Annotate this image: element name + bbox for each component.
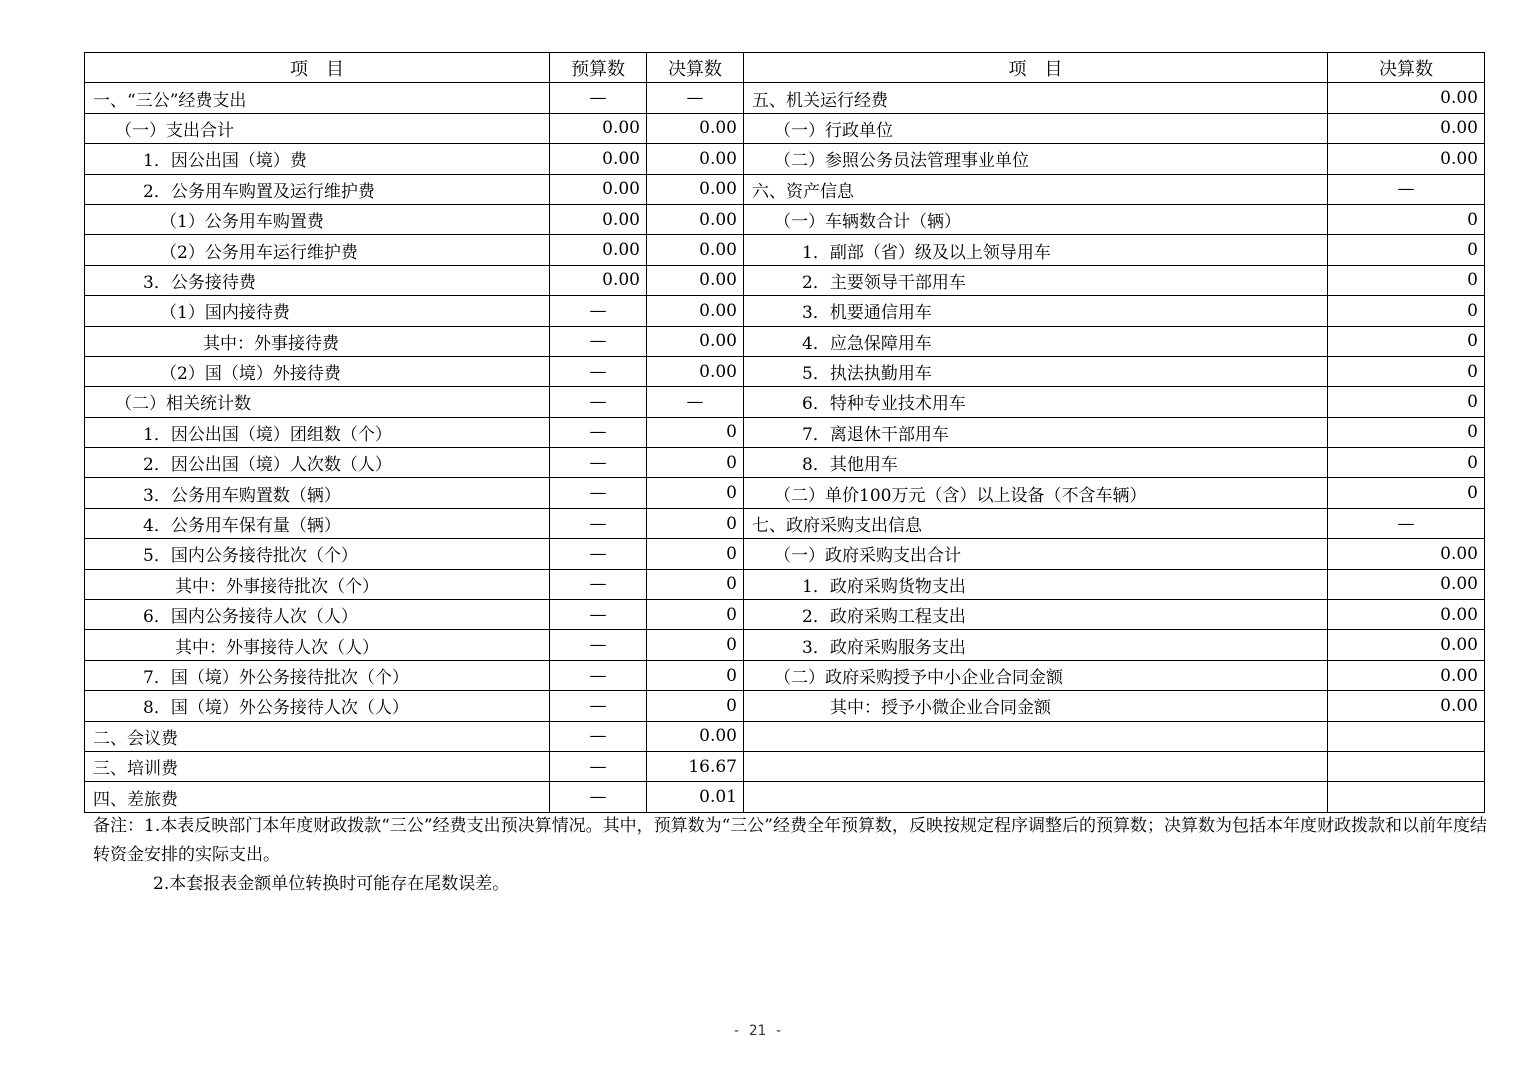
left-budget-value: —: [550, 387, 647, 417]
right-final-value: [1328, 721, 1485, 751]
right-final-value: 0.00: [1328, 539, 1485, 569]
left-budget-value: —: [550, 751, 647, 781]
table-row: [85, 751, 1485, 781]
left-final-value: 0.00: [647, 356, 744, 386]
left-budget-value: —: [550, 448, 647, 478]
table-row: [85, 448, 1485, 478]
right-final-value: 0: [1328, 387, 1485, 417]
left-budget-value: —: [550, 630, 647, 660]
left-item-label: 一、“三公”经费支出: [85, 83, 550, 113]
left-item-label: 其中：外事接待批次（个）: [85, 569, 550, 599]
table-row: [85, 326, 1485, 356]
table-row: [85, 782, 1485, 812]
left-budget-value: —: [550, 356, 647, 386]
table-row: [85, 539, 1485, 569]
left-item-label: 7．国（境）外公务接待批次（个）: [85, 660, 550, 690]
right-item-label: 1．副部（省）级及以上领导用车: [744, 235, 1328, 265]
right-final-value: 0: [1328, 326, 1485, 356]
right-final-value: —: [1328, 508, 1485, 538]
right-final-value: 0: [1328, 204, 1485, 234]
left-budget-value: 0.00: [550, 174, 647, 204]
table-row: [85, 387, 1485, 417]
right-final-value: 0.00: [1328, 83, 1485, 113]
header-item-left: 项 目: [85, 53, 550, 83]
left-item-label: （2）国（境）外接待费: [85, 356, 550, 386]
left-final-value: 0: [647, 448, 744, 478]
left-item-label: 其中：外事接待费: [85, 326, 550, 356]
right-item-label: [744, 751, 1328, 781]
left-final-value: 0: [647, 478, 744, 508]
right-final-value: 0: [1328, 417, 1485, 447]
right-item-label: 其中：授予小微企业合同金额: [744, 691, 1328, 721]
left-budget-value: 0.00: [550, 265, 647, 295]
table-row: [85, 356, 1485, 386]
right-item-label: 3．机要通信用车: [744, 296, 1328, 326]
right-item-label: 1．政府采购货物支出: [744, 569, 1328, 599]
left-budget-value: —: [550, 660, 647, 690]
table-row: [85, 296, 1485, 326]
right-final-value: 0: [1328, 356, 1485, 386]
right-final-value: 0: [1328, 296, 1485, 326]
table-row: [85, 660, 1485, 690]
right-final-value: 0.00: [1328, 630, 1485, 660]
right-item-label: 3．政府采购服务支出: [744, 630, 1328, 660]
right-item-label: （一）车辆数合计（辆）: [744, 204, 1328, 234]
left-final-value: 0: [647, 600, 744, 630]
left-budget-value: —: [550, 83, 647, 113]
left-budget-value: —: [550, 417, 647, 447]
left-item-label: 6．国内公务接待人次（人）: [85, 600, 550, 630]
three-public-expenses-table: [84, 52, 1485, 813]
left-final-value: 0: [647, 630, 744, 660]
left-final-value: 0: [647, 660, 744, 690]
table-row: [85, 630, 1485, 660]
right-item-label: （二）参照公务员法管理事业单位: [744, 144, 1328, 174]
right-final-value: 0.00: [1328, 600, 1485, 630]
right-item-label: （一）政府采购支出合计: [744, 539, 1328, 569]
right-item-label: 8．其他用车: [744, 448, 1328, 478]
table-row: [85, 691, 1485, 721]
left-item-label: 三、培训费: [85, 751, 550, 781]
right-item-label: 2．政府采购工程支出: [744, 600, 1328, 630]
left-final-value: 0: [647, 417, 744, 447]
left-item-label: （2）公务用车运行维护费: [85, 235, 550, 265]
header-budget: 预算数: [550, 53, 647, 83]
right-item-label: 七、政府采购支出信息: [744, 508, 1328, 538]
right-final-value: [1328, 751, 1485, 781]
table-row: [85, 508, 1485, 538]
left-budget-value: —: [550, 296, 647, 326]
header-final-left: 决算数: [647, 53, 744, 83]
left-budget-value: —: [550, 569, 647, 599]
right-item-label: （二）单价100万元（含）以上设备（不含车辆）: [744, 478, 1328, 508]
table-row: [85, 478, 1485, 508]
left-item-label: 8．国（境）外公务接待人次（人）: [85, 691, 550, 721]
left-item-label: 二、会议费: [85, 721, 550, 751]
table-row: [85, 204, 1485, 234]
left-budget-value: 0.00: [550, 235, 647, 265]
right-final-value: 0.00: [1328, 660, 1485, 690]
left-item-label: 其中：外事接待人次（人）: [85, 630, 550, 660]
right-final-value: 0: [1328, 478, 1485, 508]
left-final-value: 0.00: [647, 721, 744, 751]
left-item-label: 四、差旅费: [85, 782, 550, 812]
left-final-value: 0: [647, 539, 744, 569]
right-item-label: 7．离退休干部用车: [744, 417, 1328, 447]
left-final-value: —: [647, 387, 744, 417]
left-final-value: 0.00: [647, 174, 744, 204]
right-item-label: 2．主要领导干部用车: [744, 265, 1328, 295]
left-budget-value: —: [550, 539, 647, 569]
left-item-label: （一）支出合计: [85, 113, 550, 143]
header-item-right: 项 目: [744, 53, 1328, 83]
header-final-right: 决算数: [1328, 53, 1485, 83]
left-final-value: 0: [647, 508, 744, 538]
right-item-label: [744, 782, 1328, 812]
right-item-label: 6．特种专业技术用车: [744, 387, 1328, 417]
table-row: [85, 83, 1485, 113]
notes: [93, 812, 1488, 899]
right-final-value: 0.00: [1328, 691, 1485, 721]
table-row: [85, 265, 1485, 295]
left-item-label: 4．公务用车保有量（辆）: [85, 508, 550, 538]
right-final-value: 0.00: [1328, 144, 1485, 174]
right-item-label: 4．应急保障用车: [744, 326, 1328, 356]
left-item-label: 1．因公出国（境）费: [85, 144, 550, 174]
left-budget-value: —: [550, 478, 647, 508]
table-row: [85, 417, 1485, 447]
note-line-1: 备注：1.本表反映部门本年度财政拨款“三公”经费支出预决算情况。其中，预算数为“三公”经费全年预算数，反映按规定程序调整后的预算数；决算数为包括本年度财政拨款和以前年度结转资金安排的实际支出。: [93, 816, 1487, 865]
left-item-label: 5．国内公务接待批次（个）: [85, 539, 550, 569]
left-final-value: 0.00: [647, 296, 744, 326]
table-row: [85, 721, 1485, 751]
left-final-value: 0.00: [647, 326, 744, 356]
left-budget-value: 0.00: [550, 204, 647, 234]
left-budget-value: —: [550, 600, 647, 630]
page-number: - 21 -: [732, 1023, 783, 1039]
right-final-value: 0: [1328, 235, 1485, 265]
left-budget-value: 0.00: [550, 144, 647, 174]
left-item-label: 1．因公出国（境）团组数（个）: [85, 417, 550, 447]
left-final-value: 0.00: [647, 235, 744, 265]
left-final-value: 0.00: [647, 265, 744, 295]
right-final-value: 0.00: [1328, 569, 1485, 599]
left-item-label: （1）公务用车购置费: [85, 204, 550, 234]
left-final-value: 0.00: [647, 113, 744, 143]
right-item-label: 六、资产信息: [744, 174, 1328, 204]
left-item-label: （1）国内接待费: [85, 296, 550, 326]
table-row: [85, 174, 1485, 204]
left-final-value: 16.67: [647, 751, 744, 781]
left-final-value: 0.00: [647, 144, 744, 174]
right-item-label: （一）行政单位: [744, 113, 1328, 143]
table-row: [85, 113, 1485, 143]
left-budget-value: —: [550, 326, 647, 356]
right-item-label: 五、机关运行经费: [744, 83, 1328, 113]
right-final-value: 0: [1328, 448, 1485, 478]
right-final-value: 0: [1328, 265, 1485, 295]
note-line-2: 2.本套报表金额单位转换时可能存在尾数误差。: [153, 874, 510, 894]
left-budget-value: —: [550, 691, 647, 721]
left-budget-value: —: [550, 721, 647, 751]
table-row: [85, 569, 1485, 599]
table-header-row: [85, 53, 1485, 83]
table-row: [85, 144, 1485, 174]
right-final-value: —: [1328, 174, 1485, 204]
left-final-value: 0.00: [647, 204, 744, 234]
left-final-value: 0: [647, 569, 744, 599]
left-budget-value: —: [550, 782, 647, 812]
left-item-label: （二）相关统计数: [85, 387, 550, 417]
left-final-value: 0.01: [647, 782, 744, 812]
table-row: [85, 235, 1485, 265]
right-item-label: [744, 721, 1328, 751]
table-row: [85, 600, 1485, 630]
left-final-value: 0: [647, 691, 744, 721]
left-final-value: —: [647, 83, 744, 113]
right-final-value: 0.00: [1328, 113, 1485, 143]
right-item-label: （二）政府采购授予中小企业合同金额: [744, 660, 1328, 690]
left-budget-value: 0.00: [550, 113, 647, 143]
right-final-value: [1328, 782, 1485, 812]
right-item-label: 5．执法执勤用车: [744, 356, 1328, 386]
left-item-label: 2．因公出国（境）人次数（人）: [85, 448, 550, 478]
left-budget-value: —: [550, 508, 647, 538]
left-item-label: 2．公务用车购置及运行维护费: [85, 174, 550, 204]
left-item-label: 3．公务接待费: [85, 265, 550, 295]
left-item-label: 3．公务用车购置数（辆）: [85, 478, 550, 508]
